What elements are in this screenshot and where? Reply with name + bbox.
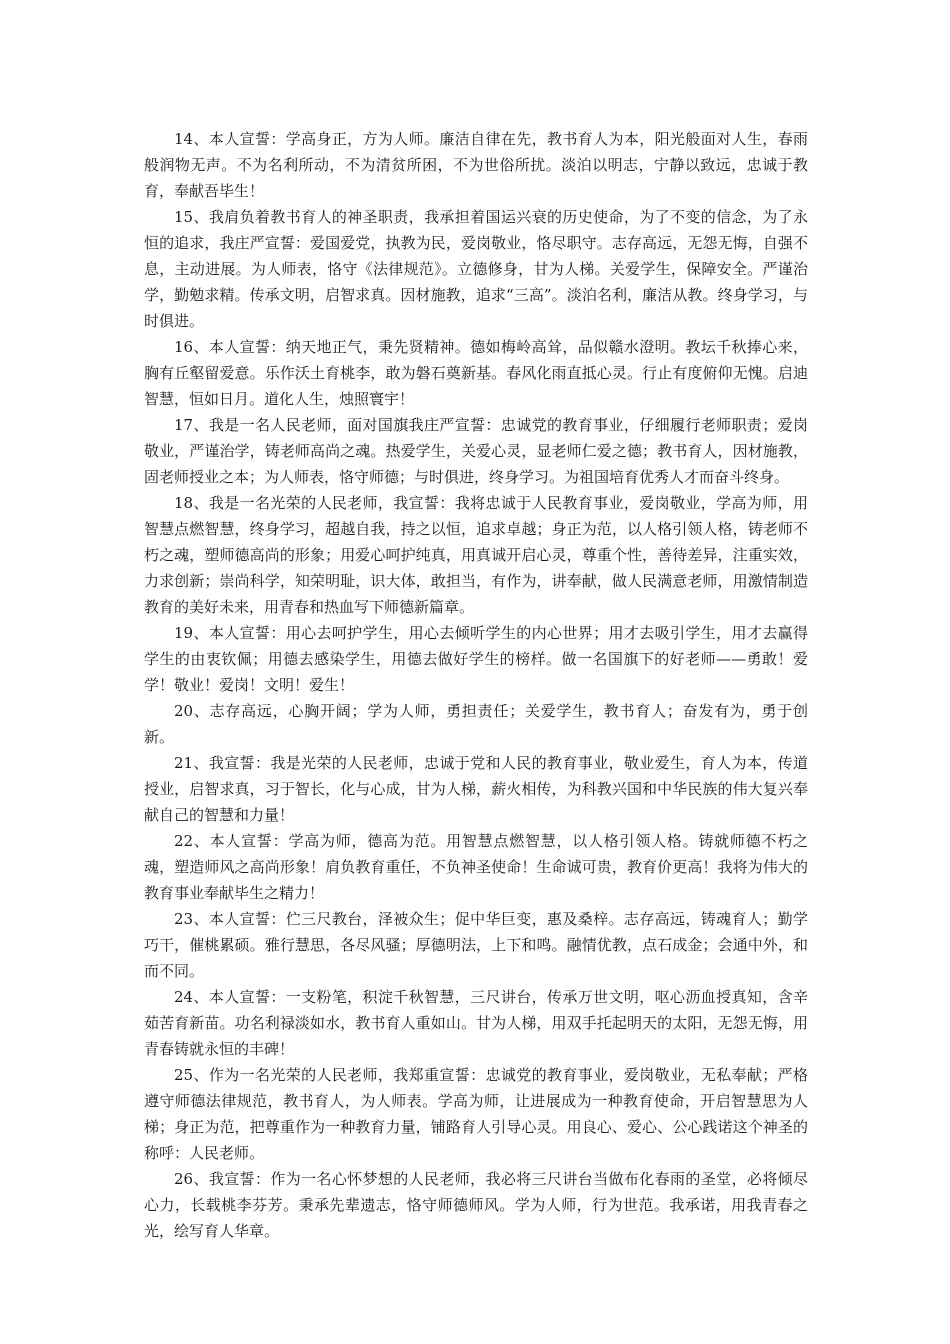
oath-paragraph-26: 26、我宣誓：作为一名心怀梦想的人民老师，我必将三尺讲台当做布化春雨的圣堂，必将倾尽心力，长载桃李芬芳。秉承先辈遗志，恪守师德师风。学为人师，行为世范。我承诺，用我青春之光，绘写育人华章。 [144,1170,808,1240]
oath-paragraph-19: 19、本人宣誓：用心去呵护学生，用心去倾听学生的内心世界；用才去吸引学生，用才去赢得学生的由衷钦佩；用德去感染学生，用德去做好学生的榜样。做一名国旗下的好老师——勇敢！爱学！敬业！爱岗！文明！爱生！ [144,624,808,694]
oath-paragraph-25: 25、作为一名光荣的人民老师，我郑重宣誓：忠诚党的教育事业，爱岗敬业，无私奉献；严格遵守师德法律规范，教书育人，为人师表。学高为师，让进展成为一种教育使命，开启智慧思为人梯；身正为范，把尊重作为一种教育力量，铺路育人引导心灵。用良心、爱心、公心践诺这个神圣的称呼：人民老师。 [144,1066,808,1162]
oath-paragraph-21: 21、我宣誓：我是光荣的人民老师，忠诚于党和人民的教育事业，敬业爱生，育人为本，传道授业，启智求真，习于智长，化与心成，甘为人梯，薪火相传，为科教兴国和中华民族的伟大复兴奉献自己的智慧和力量！ [144,754,808,824]
oath-paragraph-15: 15、我肩负着教书育人的神圣职责，我承担着国运兴衰的历史使命，为了不变的信念，为了永恒的追求，我庄严宣誓：爱国爱党，执教为民，爱岗敬业，恪尽职守。志存高远，无怨无悔，自强不息，主动进展。为人师表，恪守《法律规范》。立德修身，甘为人梯。关爱学生，保障安全。严谨治学，勤勉求精。传承文明，启智求真。因材施教，追求“三高”。淡泊名利，廉洁从教。终身学习，与时俱进。 [144,208,808,330]
oath-paragraph-23: 23、本人宣誓：伫三尺教台，泽被众生；促中华巨变，惠及桑梓。志存高远，铸魂育人；勤学巧干，催桃累硕。雅行慧思，各尽风骚；厚德明法，上下和鸣。融情优教，点石成金；会通中外，和而不同。 [144,910,808,980]
oath-paragraph-14: 14、本人宣誓：学高身正，方为人师。廉洁自律在先，教书育人为本，阳光般面对人生，春雨般润物无声。不为名利所动，不为清贫所困，不为世俗所扰。淡泊以明志，宁静以致远，忠诚于教育，奉献吾毕生！ [144,130,808,200]
oath-paragraph-24: 24、本人宣誓：一支粉笔，积淀千秋智慧，三尺讲台，传承万世文明，呕心沥血授真知，含辛茹苦育新苗。功名利禄淡如水，教书育人重如山。甘为人梯，用双手托起明天的太阳，无怨无悔，用青春铸就永恒的丰碑！ [144,988,808,1058]
oath-paragraph-22: 22、本人宣誓：学高为师，德高为范。用智慧点燃智慧，以人格引领人格。铸就师德不朽之魂，塑造师风之高尚形象！肩负教育重任，不负神圣使命！生命诚可贵，教育价更高！我将为伟大的教育事业奉献毕生之精力！ [144,832,808,902]
oath-paragraph-18: 18、我是一名光荣的人民老师，我宣誓：我将忠诚于人民教育事业，爱岗敬业，学高为师，用智慧点燃智慧，终身学习，超越自我，持之以恒，追求卓越；身正为范，以人格引领人格，铸老师不朽之魂，塑师德高尚的形象；用爱心呵护纯真，用真诚开启心灵，尊重个性，善待差异，注重实效，力求创新；崇尚科学，知荣明耻，识大体，敢担当，有作为，讲奉献，做人民满意老师，用激情制造教育的美好未来，用青春和热血写下师德新篇章。 [144,494,808,616]
oath-paragraph-17: 17、我是一名人民老师，面对国旗我庄严宣誓：忠诚党的教育事业，仔细履行老师职责；爱岗敬业，严谨治学，铸老师高尚之魂。热爱学生，关爱心灵，显老师仁爱之德；教书育人，因材施教，固老师授业之本；为人师表，恪守师德；与时俱进，终身学习。为祖国培育优秀人才而奋斗终身。 [144,416,808,486]
document-page [144,126,808,1244]
oath-paragraph-16: 16、本人宣誓：纳天地正气，秉先贤精神。德如梅岭高耸，品似赣水澄明。教坛千秋捧心来，胸有丘壑留爱意。乐作沃土育桃李，敢为磐石奠新基。春风化雨直抵心灵。行止有度俯仰无愧。启迪智慧，恒如日月。道化人生，烛照寰宇！ [144,338,808,408]
oath-paragraph-20: 20、志存高远，心胸开阔；学为人师，勇担责任；关爱学生，教书育人；奋发有为，勇于创新。 [144,702,808,746]
